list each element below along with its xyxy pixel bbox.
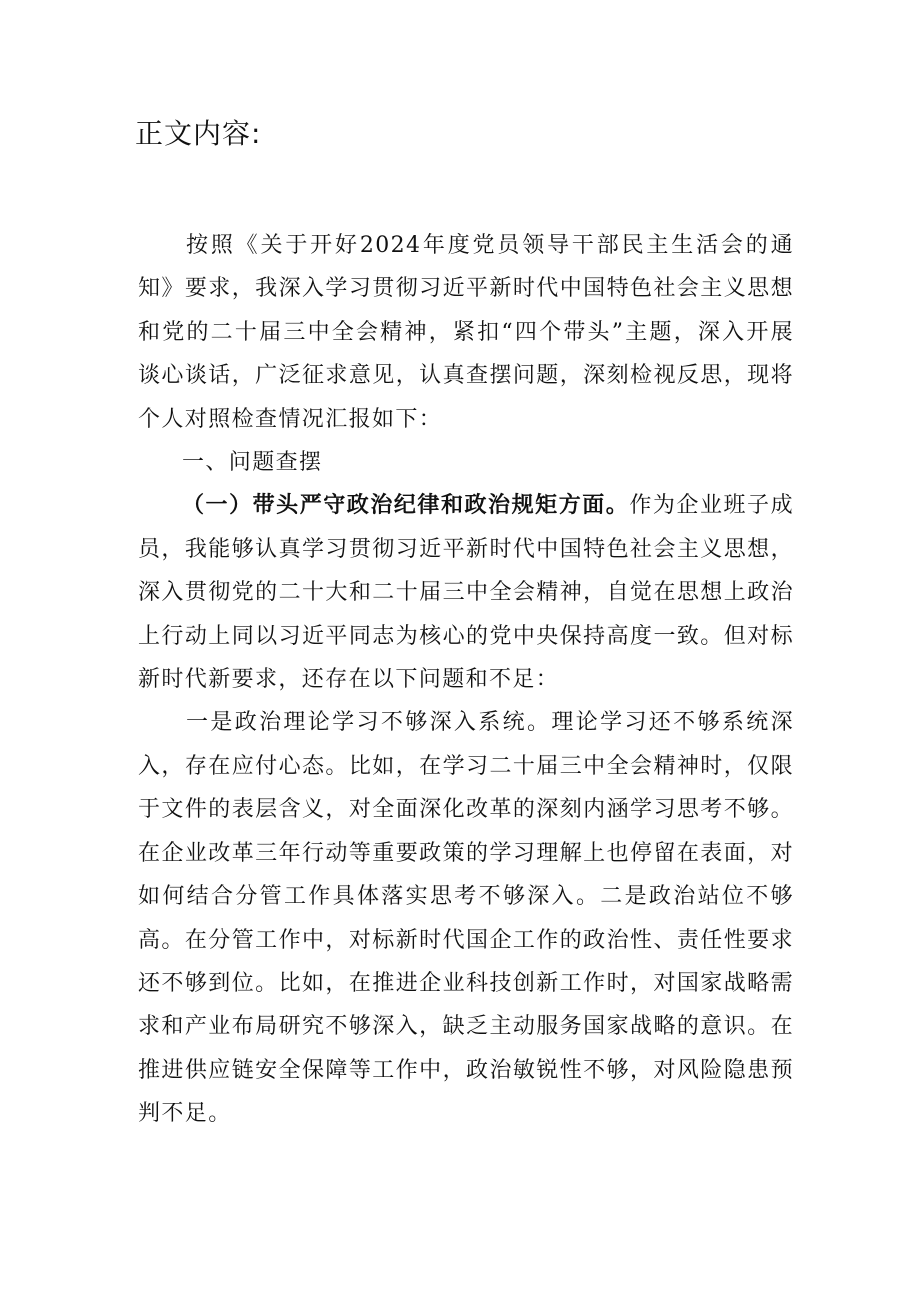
sub-section-one-heading: （一）带头严守政治纪律和政治规矩方面。 — [182, 492, 630, 519]
section-one-title: 一、问题查摆 — [182, 450, 323, 476]
page-heading: 正文内容: — [135, 117, 262, 150]
sub-section-one-body: 作为企业班子成员，我能够认真学习贯彻习近平新时代中国特色社会主义思想，深入贯彻党的二十大和二十届三中全会精神，自觉在思想上政治上行动上同以习近平同志为核心的党中央保持高度一致。但对标新时代新要求，还存在以下问题和不足： — [138, 493, 794, 693]
point-one-paragraph: 一是政治理论学习不够深入系统。理论学习还不够系统深入，存在应付心态。比如，在学习二十届三中全会精神时，仅限于文件的表层含义，对全面深化改革的深刻内涵学习思考不够。在企业改革三年行动等重要政策的学习理解上也停留在表面，对如何结合分管工作具体落实思考不够深入。二是政治站位不够高。在分管工作中，对标新时代国企工作的政治性、责任性要求还不够到位。比如，在推进企业科技创新工作时，对国家战略需求和产业布局研究不够深入，缺乏主动服务国家战略的意识。在推进供应链安全保障等工作中，政治敏锐性不够，对风险隐患预判不足。 — [138, 710, 794, 1127]
intro-paragraph: 按照《关于开好2024年度党员领导干部民主生活会的通知》要求，我深入学习贯彻习近平新时代中国特色社会主义思想和党的二十届三中全会精神，紧扣“四个带头”主题，深入开展谈心谈话，广泛征求意见，认真查摆问题，深刻检视反思，现将个人对照检查情况汇报如下： — [138, 233, 794, 432]
document-body — [138, 224, 794, 1136]
sub-section-one-paragraph — [138, 484, 794, 701]
